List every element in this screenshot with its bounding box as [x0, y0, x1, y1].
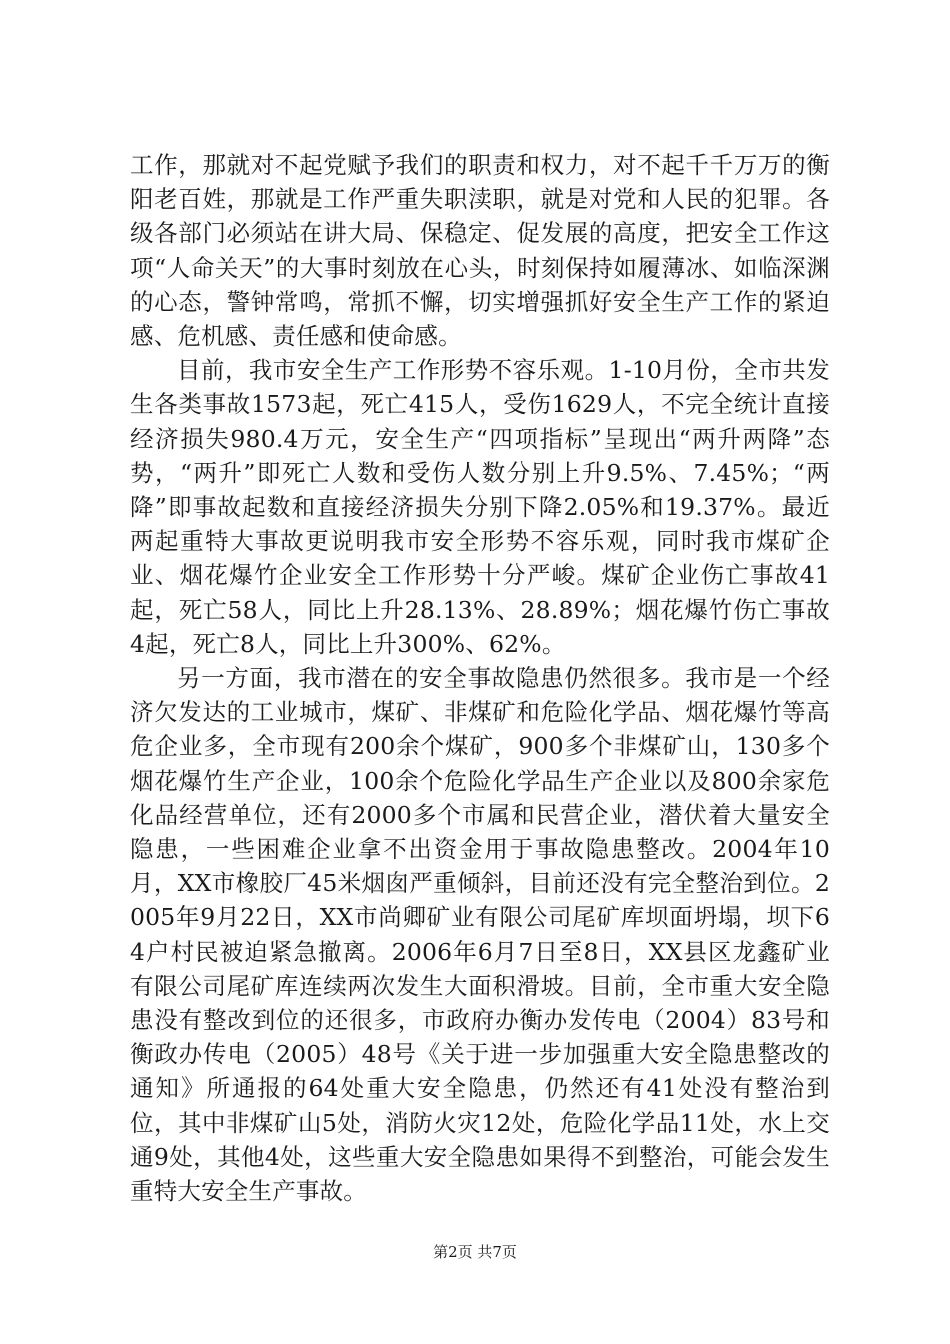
document-body: [130, 148, 830, 1208]
paragraph-current-situation: 目前，我市安全生产工作形势不容乐观。1-10月份，全市共发生各类事故1573起，死亡415人，受伤1629人，不完全统计直接经济损失980.4万元，安全生产“四项指标”呈现出“两升两降”态势，“两升”即死亡人数和受伤人数分别上升9.5%、7.45%；“两降”即事故起数和直接经济损失分别下降2.05%和19.37%。最近两起重特大事故更说明我市安全形势不容乐观，同时我市煤矿企业、烟花爆竹企业安全工作形势十分严峻。煤矿企业伤亡事故41起，死亡58人，同比上升28.13%、28.89%；烟花爆竹伤亡事故4起，死亡8人，同比上升300%、62%。: [130, 356, 830, 658]
paragraph-hidden-hazards: 另一方面，我市潜在的安全事故隐患仍然很多。我市是一个经济欠发达的工业城市，煤矿、非煤矿和危险化学品、烟花爆竹等高危企业多，全市现有200余个煤矿，900多个非煤矿山，130多个烟花爆竹生产企业，100余个危险化学品生产企业以及800余家危化品经营单位，还有2000多个市属和民营企业，潜伏着大量安全隐患，一些困难企业拿不出资金用于事故隐患整改。2004年10月，XX市橡胶厂45米烟囱严重倾斜，目前还没有完全整治到位。2005年9月22日，XX市尚卿矿业有限公司尾矿库坝面坍塌，坝下64户村民被迫紧急撤离。2006年6月7日至8日，XX县区龙鑫矿业有限公司尾矿库连续两次发生大面积滑坡。目前，全市重大安全隐患没有整改到位的还很多，市政府办衡办发传电（2004）83号和衡政办传电（2005）48号《关于进一步加强重大安全隐患整改的通知》所通报的64处重大安全隐患，仍然还有41处没有整治到位，其中非煤矿山5处，消防火灾12处，危险化学品11处，水上交通9处，其他4处，这些重大安全隐患如果得不到整治，可能会发生重特大安全生产事故。: [130, 664, 830, 1206]
page-footer: 第2页 共7页: [433, 1243, 517, 1261]
paragraph-continuation: 工作，那就对不起党赋予我们的职责和权力，对不起千千万万的衡阳老百姓，那就是工作严重失职渎职，就是对党和人民的犯罪。各级各部门必须站在讲大局、保稳定、促发展的高度，把安全工作这项“人命关天”的大事时刻放在心头，时刻保持如履薄冰、如临深渊的心态，警钟常鸣，常抓不懈，切实增强抓好安全生产工作的紧迫感、危机感、责任感和使命感。: [130, 151, 830, 351]
